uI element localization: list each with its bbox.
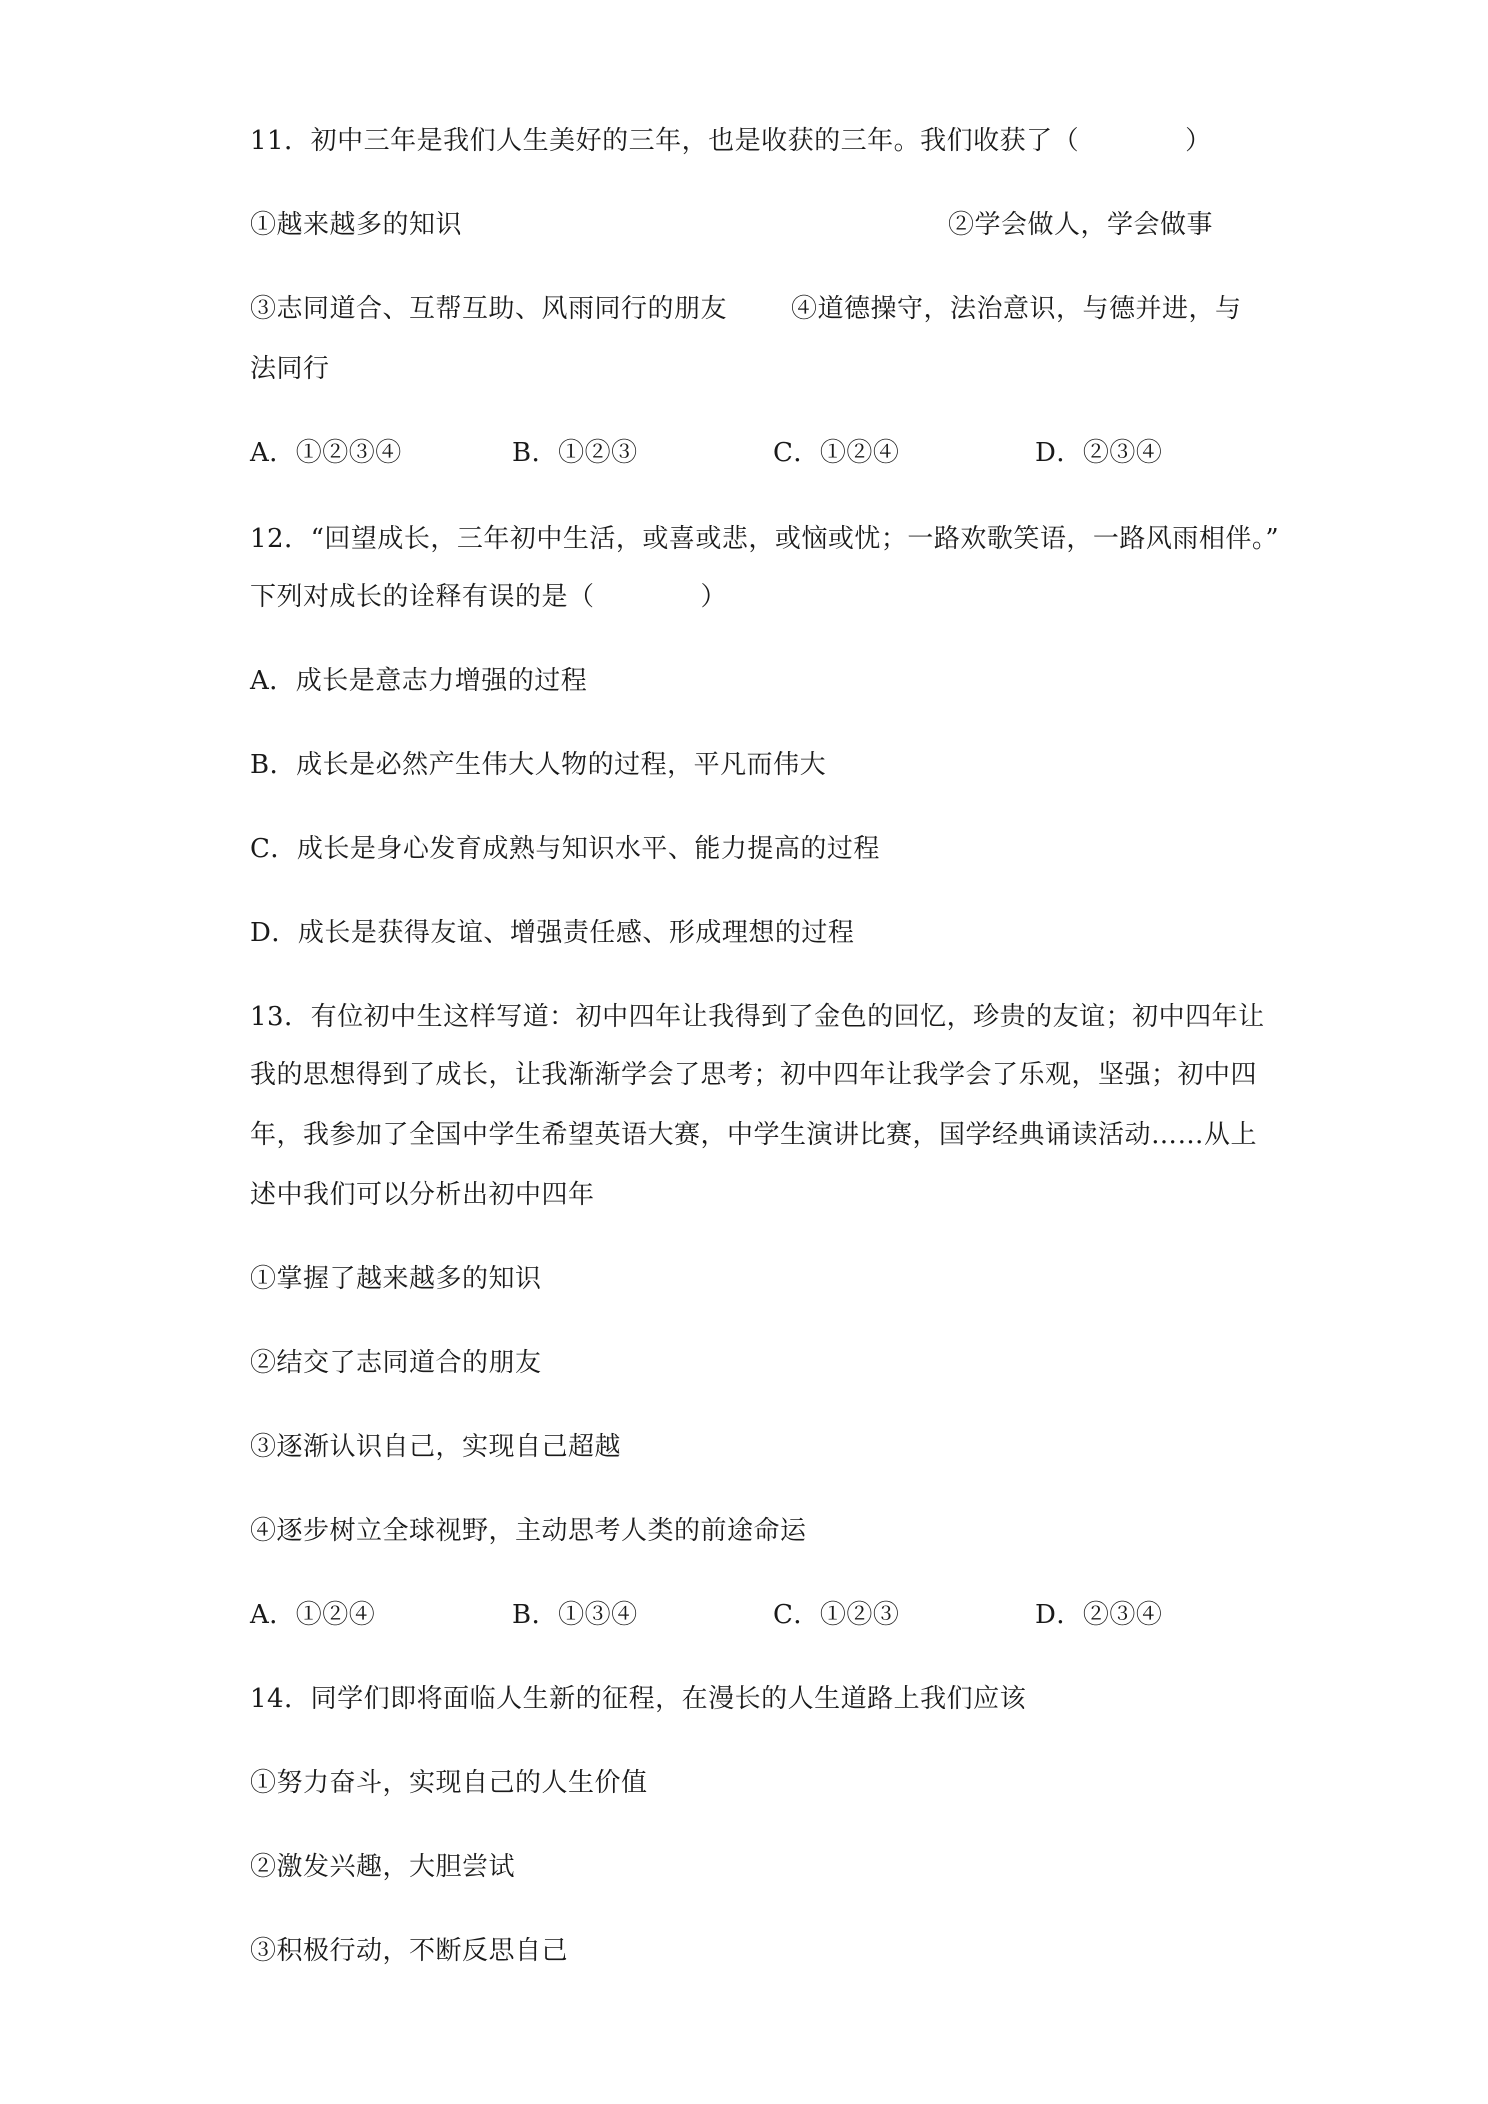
question-11-item-2: ②学会做人，学会做事	[948, 210, 1214, 240]
question-13-stem-line-4: 述中我们可以分析出初中四年	[250, 1180, 595, 1210]
question-13-option-d: D．②③④	[1035, 1600, 1163, 1630]
question-13-item-3: ③逐渐认识自己，实现自己超越	[250, 1432, 622, 1462]
question-14-item-2: ②激发兴趣，大胆尝试	[250, 1852, 516, 1882]
question-11-option-d: D．②③④	[1035, 438, 1163, 468]
question-11-item-4: ④道德操守，法治意识，与德并进，与	[791, 294, 1242, 324]
question-12-option-b: B．成长是必然产生伟大人物的过程，平凡而伟大	[250, 750, 827, 780]
question-14-stem: 14．同学们即将面临人生新的征程，在漫长的人生道路上我们应该	[250, 1684, 1027, 1714]
question-11-item-1: ①越来越多的知识	[250, 210, 463, 240]
question-13-stem-line-1: 13．有位初中生这样写道：初中四年让我得到了金色的回忆，珍贵的友谊；初中四年让	[250, 1002, 1265, 1032]
question-14-item-3: ③积极行动，不断反思自己	[250, 1936, 569, 1966]
question-11-stem: 11．初中三年是我们人生美好的三年，也是收获的三年。我们收获了（ ）	[250, 126, 1212, 156]
question-13-option-b: B．①③④	[512, 1600, 638, 1630]
question-14-item-1: ①努力奋斗，实现自己的人生价值	[250, 1768, 648, 1798]
question-13-stem-line-3: 年，我参加了全国中学生希望英语大赛，中学生演讲比赛，国学经典诵读活动……从上	[250, 1120, 1258, 1150]
question-13-option-c: C．①②③	[773, 1600, 900, 1630]
question-11-item-3: ③志同道合、互帮互助、风雨同行的朋友	[250, 294, 728, 324]
question-13-option-a: A．①②④	[250, 1600, 376, 1630]
question-12-option-d: D．成长是获得友谊、增强责任感、形成理想的过程	[250, 918, 855, 948]
question-11-option-a: A．①②③④	[250, 438, 402, 468]
question-12-stem-line-2: 下列对成长的诠释有误的是（ ）	[250, 582, 728, 612]
question-11-option-b: B．①②③	[512, 438, 638, 468]
question-13-item-1: ①掌握了越来越多的知识	[250, 1264, 542, 1294]
question-11-option-c: C．①②④	[773, 438, 900, 468]
question-12-option-c: C．成长是身心发育成熟与知识水平、能力提高的过程	[250, 834, 880, 864]
question-12-option-a: A．成长是意志力增强的过程	[250, 666, 588, 696]
question-13-item-2: ②结交了志同道合的朋友	[250, 1348, 542, 1378]
question-13-stem-line-2: 我的思想得到了成长，让我渐渐学会了思考；初中四年让我学会了乐观，坚强；初中四	[250, 1060, 1258, 1090]
question-13-item-4: ④逐步树立全球视野，主动思考人类的前途命运	[250, 1516, 807, 1546]
question-11-item-4-cont: 法同行	[250, 354, 330, 384]
question-12-stem-line-1: 12．“回望成长，三年初中生活，或喜或悲，或恼或忧；一路欢歌笑语，一路风雨相伴。”	[250, 524, 1280, 554]
